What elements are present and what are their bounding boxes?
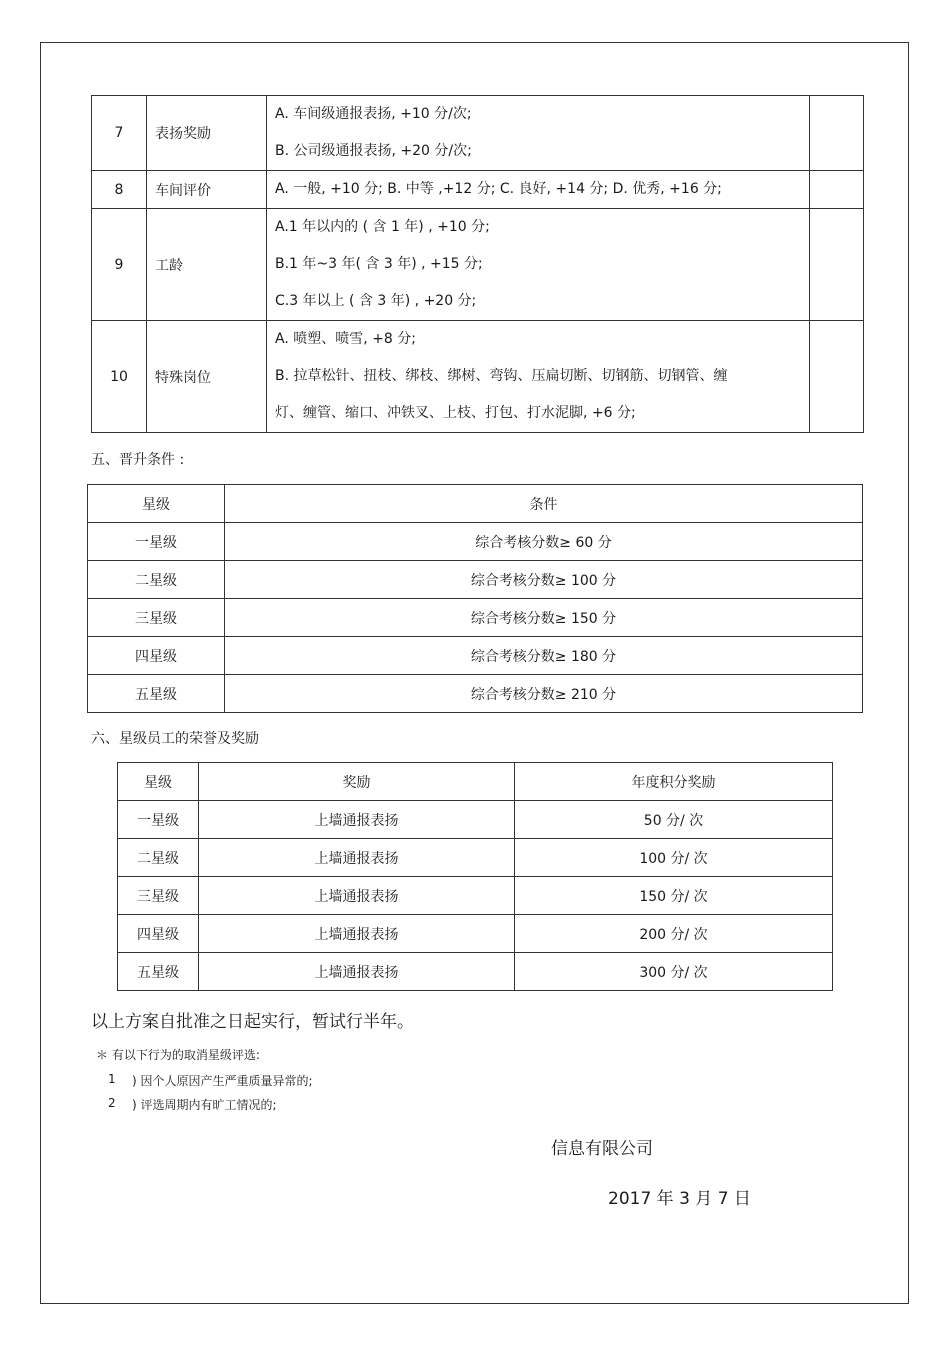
table-row <box>92 96 864 171</box>
table-row <box>118 839 833 877</box>
condition-cell: 综合考核分数≥ 150 分 <box>225 599 863 637</box>
header-condition: 条件 <box>225 485 863 523</box>
item-criteria-cell <box>267 96 810 171</box>
star-level-cell: 一星级 <box>118 801 199 839</box>
reward-cell: 上墙通报表扬 <box>199 877 515 915</box>
condition-cell: 综合考核分数≥ 100 分 <box>225 561 863 599</box>
table-row <box>88 561 863 599</box>
rewards-table <box>117 762 833 991</box>
item-number-cell: 9 <box>92 209 147 321</box>
star-level-cell: 四星级 <box>88 637 225 675</box>
table-row <box>88 523 863 561</box>
condition-cell: 综合考核分数≥ 60 分 <box>225 523 863 561</box>
criteria-line: B.1 年~3 年( 含 3 年) , +15 分; <box>275 256 483 272</box>
score-cell <box>810 96 864 171</box>
reward-cell: 上墙通报表扬 <box>199 801 515 839</box>
star-level-cell: 三星级 <box>88 599 225 637</box>
company-name: 信息有限公司 <box>551 1139 653 1159</box>
table-row <box>92 171 864 209</box>
item-name-cell: 特殊岗位 <box>147 321 267 433</box>
item-name-cell: 车间评价 <box>147 171 267 209</box>
section5-title: 五、晋升条件 : <box>91 452 185 468</box>
reward-cell: 上墙通报表扬 <box>199 915 515 953</box>
header-reward: 奖励 <box>199 763 515 801</box>
points-cell: 50 分/ 次 <box>515 801 833 839</box>
reward-cell: 上墙通报表扬 <box>199 953 515 991</box>
points-cell: 150 分/ 次 <box>515 877 833 915</box>
table-row <box>88 599 863 637</box>
table-header-row <box>118 763 833 801</box>
header-star-level: 星级 <box>88 485 225 523</box>
item-criteria-cell <box>267 321 810 433</box>
item-criteria-cell <box>267 171 810 209</box>
document-date: 2017 年 3 月 7 日 <box>608 1189 751 1209</box>
condition-cell: 综合考核分数≥ 210 分 <box>225 675 863 713</box>
cancel-item-text: ) 评选周期内有旷工情况的; <box>132 1098 277 1112</box>
item-number-cell: 7 <box>92 96 147 171</box>
item-name-cell: 表扬奖励 <box>147 96 267 171</box>
evaluation-items-table <box>91 95 864 433</box>
table-row <box>88 675 863 713</box>
criteria-line: A. 车间级通报表扬, +10 分/次; <box>275 106 472 122</box>
item-name-cell: 工龄 <box>147 209 267 321</box>
cancel-item-number: 1 <box>108 1072 116 1086</box>
star-level-cell: 三星级 <box>118 877 199 915</box>
points-cell: 200 分/ 次 <box>515 915 833 953</box>
reward-cell: 上墙通报表扬 <box>199 839 515 877</box>
promotion-conditions-table <box>87 484 863 713</box>
criteria-line: A.1 年以内的 ( 含 1 年) , +10 分; <box>275 219 490 235</box>
header-star-level: 星级 <box>118 763 199 801</box>
points-cell: 100 分/ 次 <box>515 839 833 877</box>
score-cell <box>810 321 864 433</box>
table-row <box>118 801 833 839</box>
item-number-cell: 8 <box>92 171 147 209</box>
table-row <box>118 953 833 991</box>
star-level-cell: 一星级 <box>88 523 225 561</box>
item-number-cell: 10 <box>92 321 147 433</box>
score-cell <box>810 209 864 321</box>
section6-title: 六、星级员工的荣誉及奖励 <box>91 731 259 747</box>
cancel-title: ＊ 有以下行为的取消星级评选: <box>96 1048 260 1062</box>
criteria-line: 灯、缠管、缩口、冲铁叉、上枝、打包、打水泥脚, +6 分; <box>275 405 636 421</box>
cancel-item-text: ) 因个人原因产生严重质量异常的; <box>132 1074 313 1088</box>
star-level-cell: 五星级 <box>88 675 225 713</box>
star-level-cell: 二星级 <box>118 839 199 877</box>
cancel-item-number: 2 <box>108 1096 116 1110</box>
table-row <box>92 209 864 321</box>
criteria-line: C.3 年以上 ( 含 3 年) , +20 分; <box>275 293 477 309</box>
header-annual-points: 年度积分奖励 <box>515 763 833 801</box>
table-header-row <box>88 485 863 523</box>
table-row <box>118 877 833 915</box>
criteria-line: B. 拉草松针、扭枝、绑枝、绑树、弯钩、压扁切断、切钢筋、切钢管、缠 <box>275 368 728 384</box>
implementation-notice: 以上方案自批准之日起实行，暂试行半年。 <box>91 1012 414 1032</box>
star-level-cell: 二星级 <box>88 561 225 599</box>
table-row <box>118 915 833 953</box>
condition-cell: 综合考核分数≥ 180 分 <box>225 637 863 675</box>
criteria-line: A. 喷塑、喷雪, +8 分; <box>275 331 416 347</box>
table-row <box>92 321 864 433</box>
criteria-line: B. 公司级通报表扬, +20 分/次; <box>275 143 472 159</box>
table-row <box>88 637 863 675</box>
score-cell <box>810 171 864 209</box>
criteria-line: A. 一般, +10 分; B. 中等 ,+12 分; C. 良好, +14 分; D. 优秀, +16 分; <box>275 181 722 197</box>
star-level-cell: 五星级 <box>118 953 199 991</box>
points-cell: 300 分/ 次 <box>515 953 833 991</box>
item-criteria-cell <box>267 209 810 321</box>
star-level-cell: 四星级 <box>118 915 199 953</box>
